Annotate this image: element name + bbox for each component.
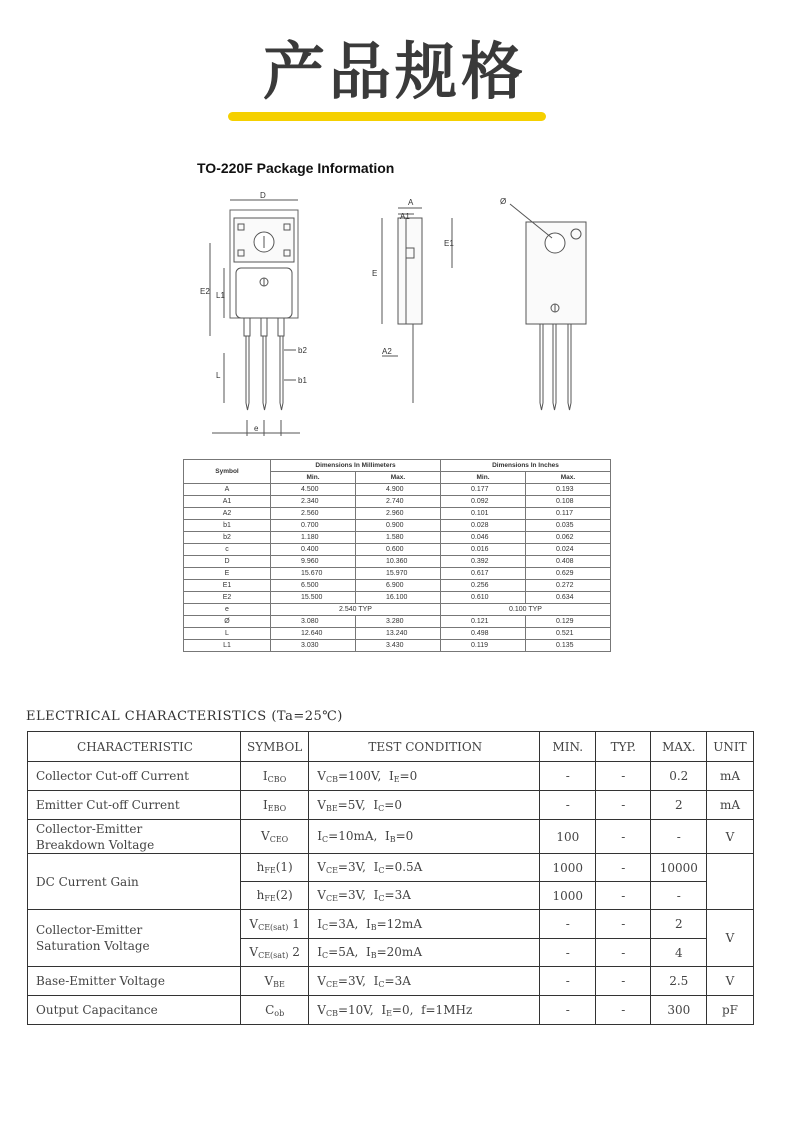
ec-min: -	[540, 967, 596, 996]
dim-cell: 6.500	[271, 580, 356, 592]
dim-cell: 0.028	[441, 520, 526, 532]
ec-min: -	[540, 791, 596, 820]
table-row	[184, 640, 611, 652]
dim-header-mm-max: Max.	[356, 472, 441, 484]
dim-cell: b1	[184, 520, 271, 532]
dim-cell: 2.340	[271, 496, 356, 508]
dim-cell: 0.119	[441, 640, 526, 652]
label-L1: L1	[216, 291, 225, 300]
electrical-table	[27, 731, 754, 1025]
electrical-title: ELECTRICAL CHARACTERISTICS (Ta=25℃)	[26, 709, 343, 724]
ec-unit: V	[707, 910, 753, 967]
dim-cell: Ø	[184, 616, 271, 628]
ec-unit: mA	[707, 791, 753, 820]
ec-header-typ: TYP.	[596, 732, 651, 762]
ec-max: 4	[651, 939, 707, 967]
dim-header-inch: Dimensions In Inches	[441, 460, 611, 472]
dim-cell: L	[184, 628, 271, 640]
dim-cell: 4.900	[356, 484, 441, 496]
label-L: L	[216, 371, 221, 380]
dim-cell: 0.400	[271, 544, 356, 556]
ec-header-characteristic: CHARACTERISTIC	[28, 732, 241, 762]
table-row	[28, 854, 754, 882]
table-row	[28, 910, 754, 939]
table-row	[28, 967, 754, 996]
dim-header-in-max: Max.	[526, 472, 611, 484]
table-row	[28, 820, 754, 854]
label-E2: E2	[200, 287, 210, 296]
dim-header-row	[184, 460, 611, 472]
dim-cell: E1	[184, 580, 271, 592]
table-row	[184, 628, 611, 640]
ec-header-row	[28, 732, 754, 762]
title-underline	[228, 112, 546, 121]
dim-cell: 10.360	[356, 556, 441, 568]
table-row	[184, 484, 611, 496]
ec-unit: V	[707, 967, 753, 996]
dim-cell: 0.193	[526, 484, 611, 496]
table-row	[184, 568, 611, 580]
dim-cell: 0.900	[356, 520, 441, 532]
ec-typ: -	[596, 910, 651, 939]
dim-cell: E2	[184, 592, 271, 604]
dim-cell: 16.100	[356, 592, 441, 604]
package-drawing	[200, 188, 600, 443]
dim-cell: 13.240	[356, 628, 441, 640]
dim-body	[184, 484, 611, 652]
ec-min: -	[540, 996, 596, 1025]
ec-min: 1000	[540, 882, 596, 910]
dim-cell: 3.080	[271, 616, 356, 628]
ec-typ: -	[596, 882, 651, 910]
ec-max: -	[651, 820, 707, 854]
dim-cell: 0.256	[441, 580, 526, 592]
ec-typ: -	[596, 762, 651, 791]
ec-header-test: TEST CONDITION	[309, 732, 540, 762]
dim-cell: 3.030	[271, 640, 356, 652]
dim-cell: 0.392	[441, 556, 526, 568]
dim-cell: L1	[184, 640, 271, 652]
dim-cell: 0.629	[526, 568, 611, 580]
table-row	[28, 762, 754, 791]
ec-max: 10000	[651, 854, 707, 882]
dim-cell: 0.129	[526, 616, 611, 628]
dim-header-mm: Dimensions In Millimeters	[271, 460, 441, 472]
table-row	[184, 496, 611, 508]
dim-cell: 0.600	[356, 544, 441, 556]
dim-cell: 0.177	[441, 484, 526, 496]
dim-cell: 0.135	[526, 640, 611, 652]
ec-typ: -	[596, 791, 651, 820]
ec-test-condition: $V_{CE}=3V$, $I_C=3A$	[309, 967, 540, 996]
ec-test-condition: $V_{CE}=3V$, $I_C=0.5A$	[309, 854, 540, 882]
ec-characteristic: Collector-Emitter Saturation Voltage	[28, 910, 241, 967]
ec-header-unit: UNIT	[707, 732, 753, 762]
dim-cell: A	[184, 484, 271, 496]
dimension-table	[183, 459, 611, 652]
label-b2: b2	[298, 346, 307, 355]
ec-test-condition: $I_C=10mA$, $I_B=0$	[309, 820, 540, 854]
dim-cell: 0.521	[526, 628, 611, 640]
label-D: D	[260, 191, 266, 200]
table-row	[28, 791, 754, 820]
label-A2: A2	[382, 347, 392, 356]
dim-cell: 0.101	[441, 508, 526, 520]
ec-symbol: $V_{CE(sat)}$ 1	[241, 910, 309, 939]
dim-cell: e	[184, 604, 271, 616]
dim-cell: c	[184, 544, 271, 556]
dim-cell: 2.960	[356, 508, 441, 520]
ec-test-condition: $V_{BE}=5V$, $I_C=0$	[309, 791, 540, 820]
ec-min: 1000	[540, 854, 596, 882]
ec-typ: -	[596, 939, 651, 967]
ec-unit: pF	[707, 996, 753, 1025]
table-row	[28, 996, 754, 1025]
ec-header-min: MIN.	[540, 732, 596, 762]
ec-characteristic: Base-Emitter Voltage	[28, 967, 241, 996]
table-row	[184, 592, 611, 604]
table-row	[184, 604, 611, 616]
dim-cell: 0.498	[441, 628, 526, 640]
dim-cell: 0.092	[441, 496, 526, 508]
dim-cell: 1.580	[356, 532, 441, 544]
dim-cell: 0.700	[271, 520, 356, 532]
label-e: e	[254, 424, 259, 433]
dim-cell: 0.108	[526, 496, 611, 508]
dim-header-symbol: Symbol	[184, 460, 271, 484]
dim-cell: 0.610	[441, 592, 526, 604]
page-title: 产品规格	[262, 35, 527, 108]
dim-cell: 3.430	[356, 640, 441, 652]
ec-max: 300	[651, 996, 707, 1025]
dim-cell: 9.960	[271, 556, 356, 568]
dim-cell: 0.617	[441, 568, 526, 580]
ec-symbol: $h_{FE}(2)$	[241, 882, 309, 910]
dim-cell: 2.560	[271, 508, 356, 520]
ec-min: -	[540, 910, 596, 939]
ec-typ: -	[596, 854, 651, 882]
ec-symbol: $V_{BE}$	[241, 967, 309, 996]
dim-cell: 6.900	[356, 580, 441, 592]
dim-cell: A1	[184, 496, 271, 508]
dim-cell: D	[184, 556, 271, 568]
label-E: E	[372, 269, 378, 278]
dim-cell: 2.540 TYP	[271, 604, 441, 616]
ec-symbol: $I_{EBO}$	[241, 791, 309, 820]
dim-cell: 0.634	[526, 592, 611, 604]
ec-unit	[707, 854, 753, 910]
ec-symbol: $h_{FE}(1)$	[241, 854, 309, 882]
ec-symbol: $C_{ob}$	[241, 996, 309, 1025]
table-row	[184, 532, 611, 544]
dim-cell: 0.046	[441, 532, 526, 544]
dim-cell: 0.117	[526, 508, 611, 520]
label-phi: Ø	[500, 197, 507, 206]
ec-min: -	[540, 939, 596, 967]
dim-cell: 0.408	[526, 556, 611, 568]
dim-cell: 0.016	[441, 544, 526, 556]
ec-header-symbol: SYMBOL	[241, 732, 309, 762]
ec-typ: -	[596, 996, 651, 1025]
dim-cell: 3.280	[356, 616, 441, 628]
dim-cell: 0.024	[526, 544, 611, 556]
label-b1: b1	[298, 376, 307, 385]
dim-cell: 0.035	[526, 520, 611, 532]
table-row	[184, 556, 611, 568]
dim-cell: 15.970	[356, 568, 441, 580]
ec-unit: V	[707, 820, 753, 854]
ec-max: -	[651, 882, 707, 910]
ec-header-max: MAX.	[651, 732, 707, 762]
ec-symbol: $V_{CE(sat)}$ 2	[241, 939, 309, 967]
ec-max: 2	[651, 791, 707, 820]
ec-characteristic: Collector Cut-off Current	[28, 762, 241, 791]
table-row	[184, 544, 611, 556]
label-A: A	[408, 198, 414, 207]
ec-min: 100	[540, 820, 596, 854]
dim-cell: 0.121	[441, 616, 526, 628]
table-row	[184, 520, 611, 532]
ec-symbol: $V_{CEO}$	[241, 820, 309, 854]
ec-typ: -	[596, 967, 651, 996]
ec-min: -	[540, 762, 596, 791]
dim-cell: 4.500	[271, 484, 356, 496]
dim-cell: 12.640	[271, 628, 356, 640]
dim-cell: E	[184, 568, 271, 580]
label-E1: E1	[444, 239, 454, 248]
ec-test-condition: $V_{CE}=3V$, $I_C=3A$	[309, 882, 540, 910]
ec-test-condition: $V_{CB}=100V$, $I_E=0$	[309, 762, 540, 791]
ec-test-condition: $I_C=3A$, $I_B=12mA$	[309, 910, 540, 939]
dim-header-mm-min: Min.	[271, 472, 356, 484]
dim-cell: 0.100 TYP	[441, 604, 611, 616]
ec-max: 0.2	[651, 762, 707, 791]
table-row	[184, 580, 611, 592]
dim-cell: 15.670	[271, 568, 356, 580]
dim-cell: 15.500	[271, 592, 356, 604]
ec-test-condition: $I_C=5A$, $I_B=20mA$	[309, 939, 540, 967]
ec-characteristic: DC Current Gain	[28, 854, 241, 910]
ec-test-condition: $V_{CB}=10V$, $I_E=0$, f=1MHz	[309, 996, 540, 1025]
package-title: TO-220F Package Information	[197, 160, 395, 176]
ec-max: 2.5	[651, 967, 707, 996]
dim-cell: 0.062	[526, 532, 611, 544]
ec-characteristic: Output Capacitance	[28, 996, 241, 1025]
ec-unit: mA	[707, 762, 753, 791]
dim-cell: A2	[184, 508, 271, 520]
label-A1: A1	[400, 212, 410, 221]
dim-cell: 0.272	[526, 580, 611, 592]
dim-cell: 2.740	[356, 496, 441, 508]
dim-cell: 1.180	[271, 532, 356, 544]
table-row	[184, 616, 611, 628]
ec-symbol: $I_{CBO}$	[241, 762, 309, 791]
ec-characteristic: Emitter Cut-off Current	[28, 791, 241, 820]
ec-typ: -	[596, 820, 651, 854]
dim-cell: b2	[184, 532, 271, 544]
ec-max: 2	[651, 910, 707, 939]
table-row	[184, 508, 611, 520]
dim-header-in-min: Min.	[441, 472, 526, 484]
ec-characteristic: Collector-Emitter Breakdown Voltage	[28, 820, 241, 854]
